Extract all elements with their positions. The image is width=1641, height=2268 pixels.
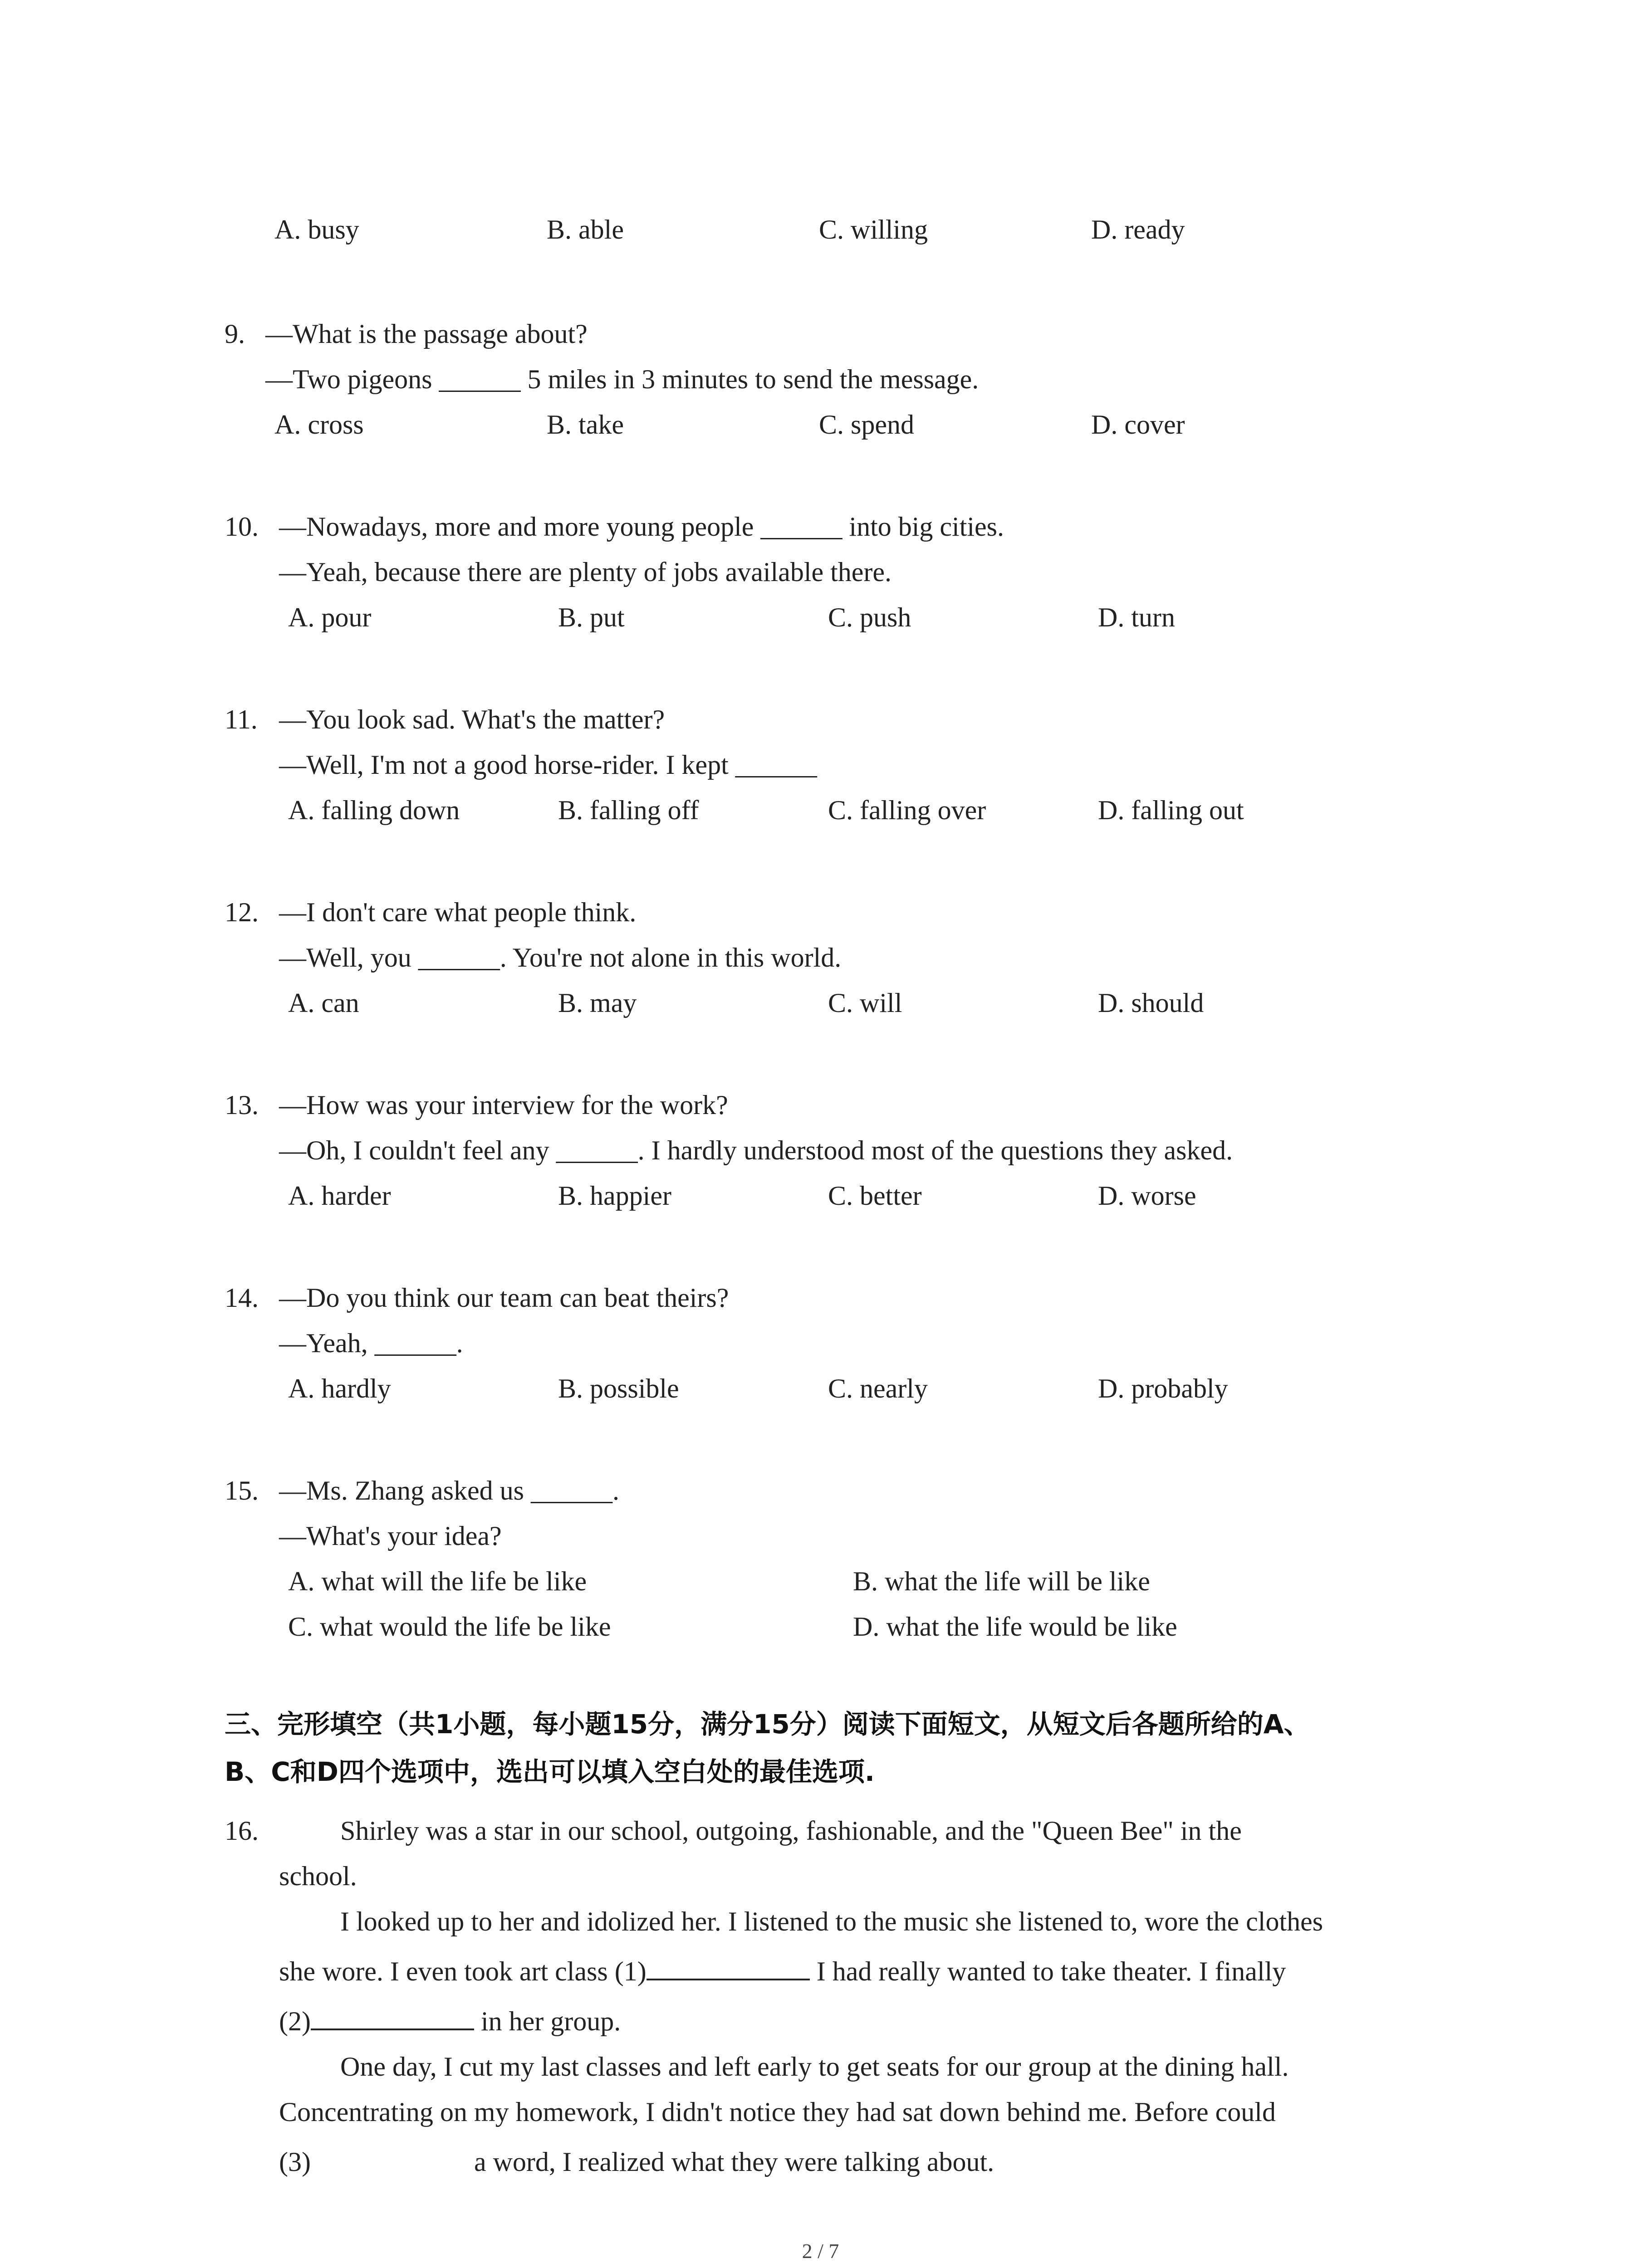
q15-option-b: B. what the life will be like: [853, 1566, 1150, 1596]
q16-p2-line1: I looked up to her and idolized her. I listened to the music she listened to, wore the clothes: [340, 1906, 1323, 1936]
q13-line1: —How was your interview for the work?: [279, 1090, 728, 1120]
q16-p2-line2-end: I had really wanted to take theater. I finally: [809, 1956, 1286, 1986]
q11-option-b: B. falling off: [558, 795, 699, 825]
q16-p2-line3: [279, 2005, 621, 2038]
q9-number: 9.: [225, 319, 245, 349]
section-3-line2: B、C和D四个选项中，选出可以填入空白处的最佳选项.: [225, 1756, 875, 1787]
q11-option-c: C. falling over: [828, 795, 986, 825]
q10-number: 10.: [225, 512, 259, 542]
q9-option-d: D. cover: [1091, 410, 1185, 440]
q10-line1: —Nowadays, more and more young people ______ into big cities.: [279, 512, 1004, 542]
q12-option-b: B. may: [558, 988, 637, 1018]
q14-option-c: C. nearly: [828, 1374, 928, 1403]
q9-option-c: C. spend: [819, 410, 914, 440]
q16-p3-line1: One day, I cut my last classes and left early to get seats for our group at the dining hall.: [340, 2052, 1289, 2082]
q11-number: 11.: [225, 704, 258, 734]
q13-option-d: D. worse: [1098, 1181, 1196, 1211]
q15-option-d: D. what the life would be like: [853, 1612, 1177, 1642]
q8-option-b: B. able: [547, 215, 624, 244]
q10-option-d: D. turn: [1098, 602, 1175, 632]
q12-option-c: C. will: [828, 988, 902, 1018]
q15-option-a: A. what will the life be like: [288, 1566, 587, 1596]
q16-p2-line3-start: (2): [279, 2006, 311, 2036]
q13-option-c: C. better: [828, 1181, 922, 1211]
q11-option-d: D. falling out: [1098, 795, 1244, 825]
q8-option-c: C. willing: [819, 215, 928, 244]
q13-line2: —Oh, I couldn't feel any ______. I hardly understood most of the questions they asked.: [279, 1135, 1233, 1165]
q13-option-b: B. happier: [558, 1181, 671, 1211]
q16-p3-line3: [279, 2146, 994, 2178]
q16-p3-line3-start: (3): [279, 2147, 311, 2177]
q12-line2: —Well, you ______. You're not alone in this world.: [279, 943, 842, 973]
q13-option-a: A. harder: [288, 1181, 391, 1211]
q11-option-a: A. falling down: [288, 795, 460, 825]
q9-line2: —Two pigeons ______ 5 miles in 3 minutes to send the message.: [265, 364, 979, 394]
q8-option-a: A. busy: [274, 215, 359, 244]
q14-option-b: B. possible: [558, 1374, 679, 1403]
q12-option-d: D. should: [1098, 988, 1204, 1018]
q14-line2: —Yeah, ______.: [279, 1328, 463, 1358]
q8-option-d: D. ready: [1091, 215, 1185, 244]
q11-line2: —Well, I'm not a good horse-rider. I kept ______: [279, 750, 817, 780]
q14-option-d: D. probably: [1098, 1374, 1228, 1403]
q13-number: 13.: [225, 1090, 259, 1120]
q16-p3-line3-end: a word, I realized what they were talking about.: [474, 2147, 994, 2177]
q14-number: 14.: [225, 1283, 259, 1313]
q9-option-b: B. take: [547, 410, 624, 440]
q16-p2-line3-end: in her group.: [474, 2006, 621, 2036]
q12-option-a: A. can: [288, 988, 359, 1018]
q16-p2-line2: [279, 1955, 1286, 1988]
q16-p1-line2: school.: [279, 1861, 357, 1891]
q15-line1: —Ms. Zhang asked us ______.: [279, 1476, 619, 1505]
q10-line2: —Yeah, because there are plenty of jobs available there.: [279, 557, 892, 587]
blank-1: [647, 1955, 810, 1980]
q10-option-c: C. push: [828, 602, 911, 632]
q9-line1: —What is the passage about?: [265, 319, 588, 349]
q10-option-a: A. pour: [288, 602, 372, 632]
q10-option-b: B. put: [558, 602, 625, 632]
q16-p2-line2-start: she wore. I even took art class (1): [279, 1956, 647, 1986]
q11-line1: —You look sad. What's the matter?: [279, 704, 665, 734]
blank-2: [311, 2005, 474, 2030]
q16-number: 16.: [225, 1816, 259, 1846]
q16-p1-line1: Shirley was a star in our school, outgoing, fashionable, and the "Queen Bee" in the: [340, 1816, 1242, 1846]
q15-option-c: C. what would the life be like: [288, 1612, 611, 1642]
q15-line2: —What's your idea?: [279, 1521, 502, 1551]
q9-option-a: A. cross: [274, 410, 364, 440]
q15-number: 15.: [225, 1476, 259, 1505]
q16-p3-line2: Concentrating on my homework, I didn't notice they had sat down behind me. Before could: [279, 2097, 1276, 2127]
q12-number: 12.: [225, 897, 259, 927]
q12-line1: —I don't care what people think.: [279, 897, 637, 927]
section-3-line1: 三、完形填空（共1小题，每小题15分，满分15分）阅读下面短文，从短文后各题所给的A、: [225, 1709, 1310, 1740]
q14-option-a: A. hardly: [288, 1374, 391, 1403]
page-number: 2 / 7: [802, 2239, 839, 2263]
q14-line1: —Do you think our team can beat theirs?: [279, 1283, 729, 1313]
